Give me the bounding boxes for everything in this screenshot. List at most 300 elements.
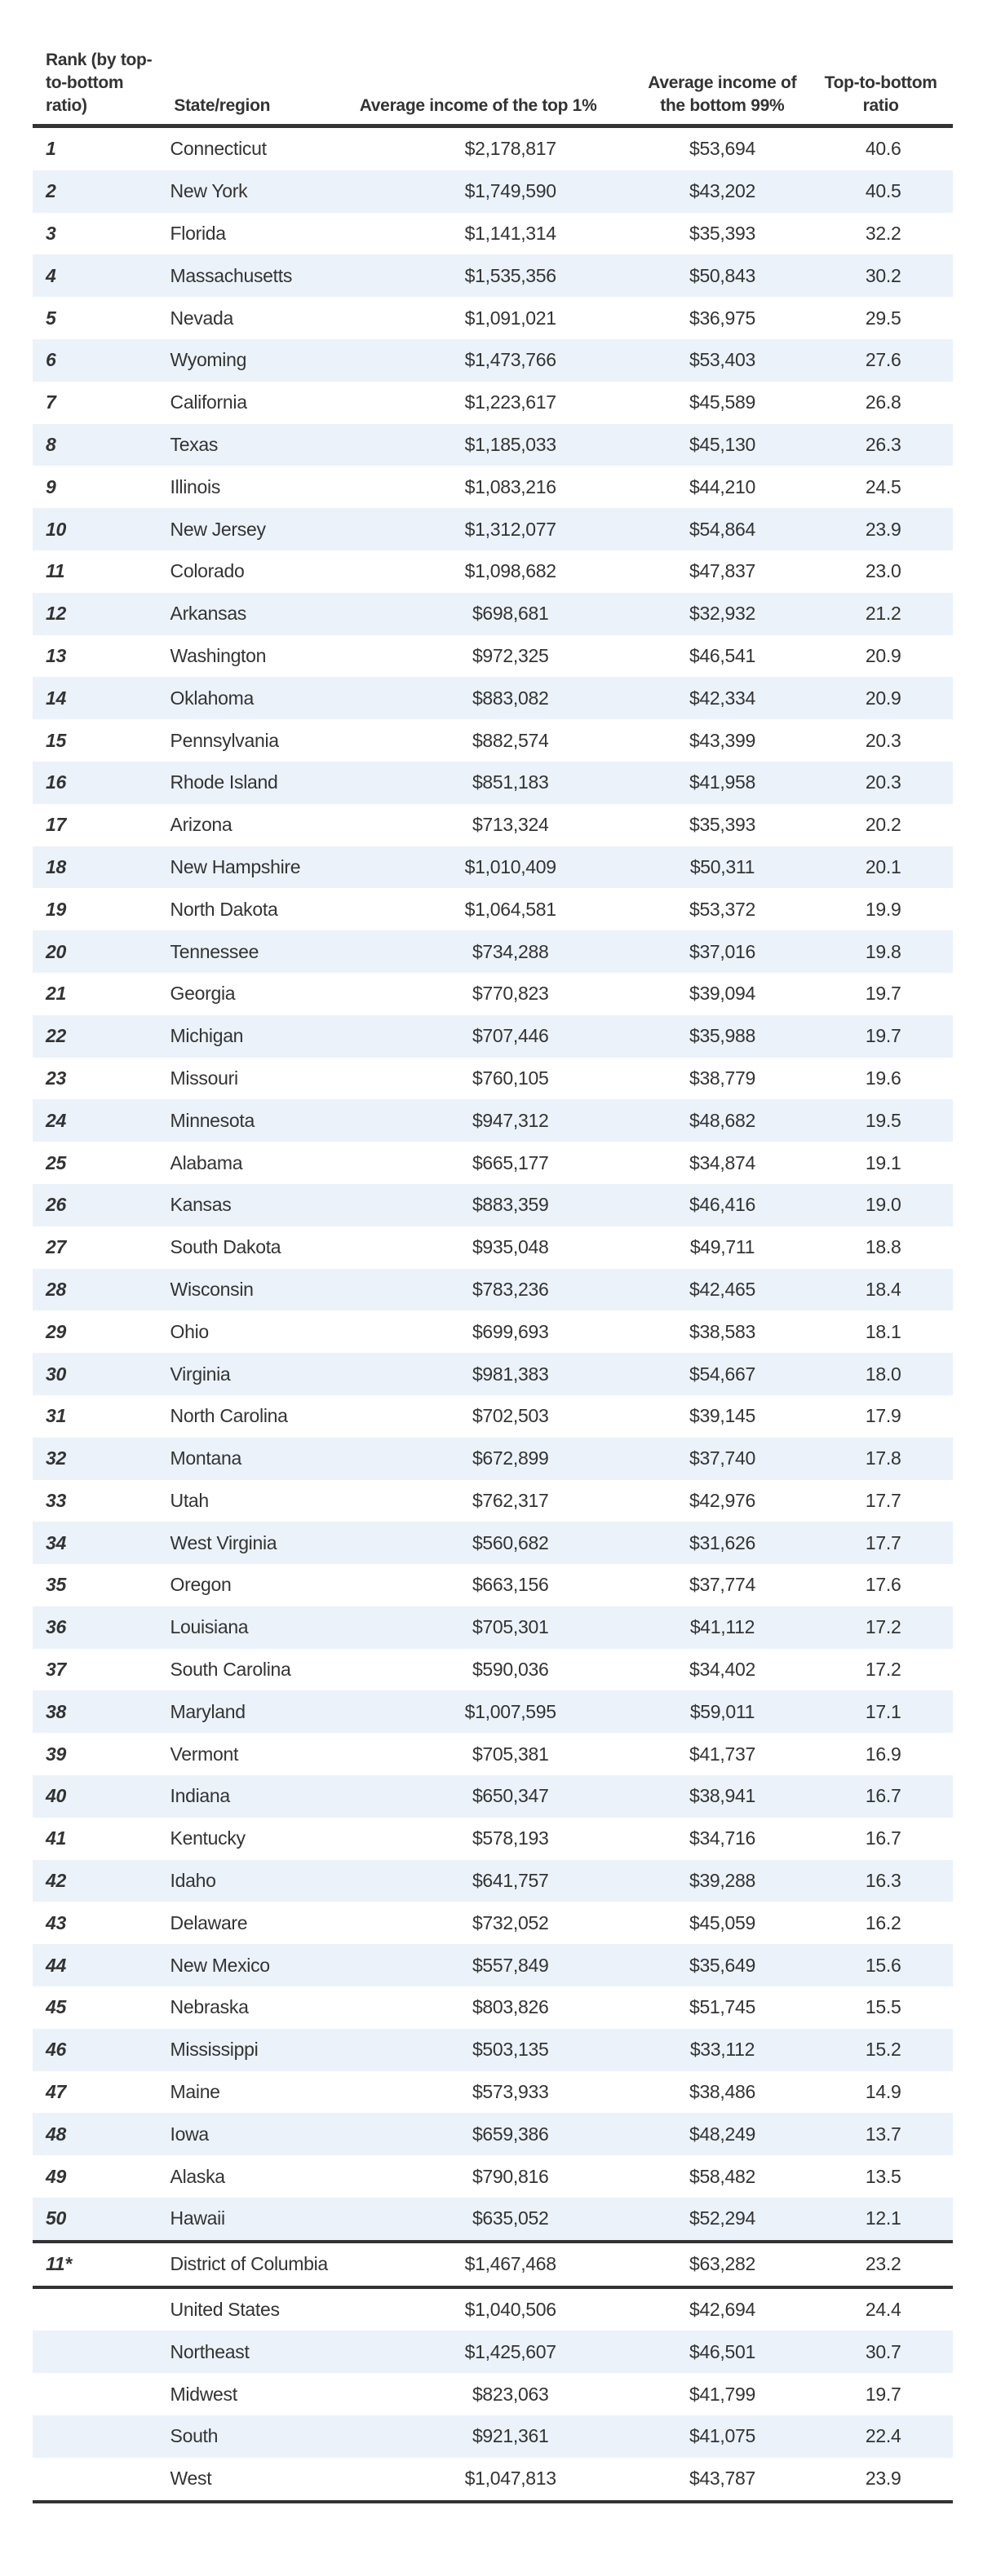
cell-state: Pennsylvania: [170, 729, 279, 751]
cell-ratio: 18.1: [865, 1320, 901, 1342]
cell-rank: 45: [46, 1996, 66, 2018]
cell-state: Alabama: [170, 1151, 243, 1173]
table-row: [33, 1184, 953, 1226]
cell-bottom99: $42,465: [689, 1278, 755, 1300]
cell-ratio: 32.2: [865, 222, 901, 244]
cell-state: District of Columbia: [170, 2253, 328, 2275]
table-row: [33, 1902, 953, 1944]
cell-bottom99: $53,372: [689, 898, 755, 920]
cell-bottom99: $45,589: [689, 391, 755, 413]
table-row: [33, 1310, 953, 1353]
cell-bottom99: $51,745: [689, 1996, 755, 2018]
cell-bottom99: $48,682: [689, 1109, 755, 1131]
cell-bottom99: $37,774: [689, 1574, 755, 1596]
cell-bottom99: $53,403: [689, 349, 755, 371]
table-row: [33, 1733, 953, 1775]
cell-ratio: 19.5: [865, 1109, 901, 1131]
cell-rank: 10: [46, 518, 66, 540]
cell-top1: $641,757: [472, 1870, 549, 1892]
table-row: [33, 1944, 953, 1986]
cell-state: Wisconsin: [170, 1278, 254, 1300]
cell-top1: $921,361: [472, 2425, 549, 2447]
cell-top1: $705,381: [472, 1743, 549, 1765]
cell-top1: $1,083,216: [464, 475, 556, 497]
cell-bottom99: $42,694: [689, 2299, 755, 2321]
table-row: [33, 1353, 953, 1395]
cell-bottom99: $42,976: [689, 1489, 755, 1511]
table-row: [33, 2415, 953, 2458]
cell-top1: $578,193: [472, 1827, 549, 1849]
cell-ratio: 29.5: [865, 307, 901, 329]
cell-ratio: 17.7: [865, 1531, 901, 1553]
cell-bottom99: $41,799: [689, 2383, 755, 2405]
table-row: [33, 930, 953, 973]
cell-rank: 2: [46, 180, 56, 202]
table-row: [33, 2373, 953, 2415]
cell-top1: $760,105: [472, 1067, 549, 1089]
cell-rank: 42: [46, 1870, 66, 1892]
cell-top1: $790,816: [472, 2165, 549, 2187]
table-row: [33, 1480, 953, 1522]
cell-state: Midwest: [170, 2383, 237, 2405]
cell-top1: $1,064,581: [464, 898, 556, 920]
cell-rank: 26: [46, 1194, 66, 1216]
cell-state: Maine: [170, 2081, 220, 2103]
cell-ratio: 23.2: [865, 2253, 901, 2275]
cell-bottom99: $34,402: [689, 1659, 755, 1681]
table-row: [33, 170, 953, 213]
cell-rank: 40: [46, 1785, 66, 1807]
cell-top1: $713,324: [472, 814, 549, 836]
cell-bottom99: $50,843: [689, 264, 755, 286]
cell-state: Kansas: [170, 1194, 232, 1216]
cell-rank: 24: [46, 1109, 66, 1131]
cell-state: Alaska: [170, 2165, 225, 2187]
cell-rank: 38: [46, 1700, 66, 1722]
cell-ratio: 19.6: [865, 1067, 901, 1089]
cell-state: California: [170, 391, 247, 413]
cell-rank: 5: [46, 307, 56, 329]
table-row: [33, 297, 953, 339]
cell-rank: 14: [46, 687, 66, 709]
cell-ratio: 17.2: [865, 1659, 901, 1681]
cell-ratio: 27.6: [865, 349, 901, 371]
cell-bottom99: $53,694: [689, 138, 755, 160]
cell-top1: $573,933: [472, 2081, 549, 2103]
cell-top1: $1,425,607: [464, 2340, 556, 2362]
cell-rank: 18: [46, 855, 66, 877]
cell-ratio: 23.9: [865, 2468, 901, 2490]
cell-bottom99: $52,294: [689, 2207, 755, 2229]
cell-ratio: 17.9: [865, 1405, 901, 1427]
dc-body: [33, 2243, 953, 2286]
cell-top1: $665,177: [472, 1151, 549, 1173]
cell-ratio: 40.6: [865, 138, 901, 160]
cell-top1: $705,301: [472, 1616, 549, 1638]
table-row: [33, 1564, 953, 1606]
cell-state: New Hampshire: [170, 855, 301, 877]
cell-state: United States: [170, 2299, 280, 2321]
cell-rank: 8: [46, 433, 56, 455]
cell-rank: 35: [46, 1574, 66, 1596]
cell-bottom99: $43,787: [689, 2468, 755, 2490]
header-ratio: Top-to-bottom ratio: [824, 73, 937, 115]
cell-rank: 4: [46, 264, 56, 286]
cell-top1: $1,535,356: [464, 264, 556, 286]
cell-ratio: 26.8: [865, 391, 901, 413]
table-row: [33, 2331, 953, 2373]
cell-bottom99: $41,075: [689, 2425, 755, 2447]
cell-rank: 31: [46, 1405, 66, 1427]
cell-bottom99: $36,975: [689, 307, 755, 329]
cell-state: West Virginia: [170, 1531, 277, 1553]
cell-bottom99: $59,011: [689, 1700, 755, 1722]
cell-top1: $1,185,033: [464, 433, 556, 455]
cell-ratio: 24.5: [865, 475, 901, 497]
cell-ratio: 16.9: [865, 1743, 901, 1765]
cell-state: Iowa: [170, 2123, 209, 2145]
cell-rank: 27: [46, 1236, 66, 1258]
cell-ratio: 30.2: [865, 264, 901, 286]
cell-rank: 33: [46, 1489, 66, 1511]
table-row: [33, 593, 953, 635]
table-row: [33, 1649, 953, 1691]
cell-top1: $734,288: [472, 940, 549, 962]
cell-rank: 12: [46, 603, 66, 625]
table-row: [33, 1099, 953, 1142]
table-row: [33, 2198, 953, 2240]
cell-rank: 1: [46, 138, 56, 160]
cell-ratio: 19.1: [865, 1151, 901, 1173]
cell-bottom99: $54,864: [689, 518, 755, 540]
cell-rank: 13: [46, 644, 66, 666]
cell-state: Florida: [170, 222, 226, 244]
cell-ratio: 15.6: [865, 1954, 901, 1976]
cell-rank: 36: [46, 1616, 66, 1638]
cell-ratio: 19.9: [865, 898, 901, 920]
cell-top1: $1,047,813: [464, 2468, 556, 2490]
table-row: [33, 762, 953, 804]
income-table: [33, 0, 953, 2503]
cell-bottom99: $34,716: [689, 1827, 755, 1849]
cell-rank: 17: [46, 814, 66, 836]
cell-state: Arizona: [170, 814, 232, 836]
cell-top1: $783,236: [472, 1278, 549, 1300]
cell-rank: 25: [46, 1151, 66, 1173]
cell-bottom99: $45,059: [689, 1911, 755, 1933]
cell-ratio: 20.3: [865, 771, 901, 793]
cell-state: South Dakota: [170, 1236, 281, 1258]
cell-state: Minnesota: [170, 1109, 255, 1131]
table-row: [33, 1606, 953, 1649]
table-row: [33, 213, 953, 255]
cell-top1: $698,681: [472, 603, 549, 625]
cell-rank: 21: [46, 983, 66, 1005]
cell-state: Oklahoma: [170, 687, 254, 709]
cell-state: Colorado: [170, 560, 245, 582]
cell-bottom99: $32,932: [689, 603, 755, 625]
table-row: [33, 2243, 953, 2286]
cell-rank: 29: [46, 1320, 66, 1342]
cell-top1: $947,312: [472, 1109, 549, 1131]
cell-ratio: 22.4: [865, 2425, 901, 2447]
cell-ratio: 21.2: [865, 603, 901, 625]
cell-state: Nevada: [170, 307, 234, 329]
cell-ratio: 17.7: [865, 1489, 901, 1511]
cell-state: Michigan: [170, 1025, 244, 1047]
cell-top1: $1,312,077: [464, 518, 556, 540]
cell-rank: 7: [46, 391, 56, 413]
cell-top1: $883,082: [472, 687, 549, 709]
cell-top1: $560,682: [472, 1531, 549, 1553]
cell-state: North Dakota: [170, 898, 278, 920]
cell-bottom99: $42,334: [689, 687, 755, 709]
cell-rank: 30: [46, 1363, 66, 1385]
cell-ratio: 15.2: [865, 2039, 901, 2061]
cell-rank: 28: [46, 1278, 66, 1300]
header-state: State/region: [174, 96, 271, 115]
cell-ratio: 20.2: [865, 814, 901, 836]
cell-top1: $770,823: [472, 983, 549, 1005]
cell-state: Massachusetts: [170, 264, 293, 286]
cell-rank: 9: [46, 475, 56, 497]
cell-rank: 43: [46, 1911, 66, 1933]
table-row: [33, 719, 953, 762]
cell-state: Louisiana: [170, 1616, 249, 1638]
table-row: [33, 424, 953, 466]
cell-bottom99: $44,210: [689, 475, 755, 497]
table-row: [33, 846, 953, 889]
cell-top1: $851,183: [472, 771, 549, 793]
cell-bottom99: $35,988: [689, 1025, 755, 1047]
table-row: [33, 128, 953, 170]
cell-ratio: 40.5: [865, 180, 901, 202]
cell-ratio: 19.7: [865, 1025, 901, 1047]
cell-state: Arkansas: [170, 603, 247, 625]
table-row: [33, 2155, 953, 2198]
table-row: [33, 973, 953, 1015]
cell-state: South: [170, 2425, 219, 2447]
cell-rank: 11: [46, 560, 65, 582]
cell-ratio: 19.8: [865, 940, 901, 962]
cell-state: New Mexico: [170, 1954, 270, 1976]
cell-state: Oregon: [170, 1574, 232, 1596]
cell-bottom99: $50,311: [689, 855, 755, 877]
table-row: [33, 1269, 953, 1311]
cell-bottom99: $35,393: [689, 222, 755, 244]
cell-state: Virginia: [170, 1363, 231, 1385]
cell-ratio: 23.0: [865, 560, 901, 582]
cell-ratio: 17.6: [865, 1574, 901, 1596]
cell-ratio: 19.0: [865, 1194, 901, 1216]
cell-top1: $981,383: [472, 1363, 549, 1385]
table-row: [33, 1226, 953, 1269]
cell-bottom99: $46,501: [689, 2340, 755, 2362]
cell-ratio: 18.8: [865, 1236, 901, 1258]
table-row: [33, 1860, 953, 1902]
cell-rank: 23: [46, 1067, 66, 1089]
cell-state: Ohio: [170, 1320, 209, 1342]
cell-state: New York: [170, 180, 248, 202]
table-row: [33, 550, 953, 593]
table-row: [33, 2289, 953, 2331]
cell-state: Utah: [170, 1489, 209, 1511]
cell-state: Illinois: [170, 475, 221, 497]
cell-ratio: 16.3: [865, 1870, 901, 1892]
cell-state: West: [170, 2468, 212, 2490]
cell-bottom99: $39,288: [689, 1870, 755, 1892]
cell-top1: $659,386: [472, 2123, 549, 2145]
cell-rank: 34: [46, 1531, 66, 1553]
table-row: [33, 254, 953, 297]
cell-ratio: 23.9: [865, 518, 901, 540]
cell-ratio: 20.1: [865, 855, 901, 877]
cell-state: Nebraska: [170, 1996, 249, 2018]
table-row: [33, 508, 953, 550]
table-row: [33, 1690, 953, 1733]
cell-top1: $935,048: [472, 1236, 549, 1258]
cell-top1: $707,446: [472, 1025, 549, 1047]
cell-top1: $882,574: [472, 729, 549, 751]
cell-bottom99: $31,626: [689, 1531, 755, 1553]
cell-top1: $972,325: [472, 644, 549, 666]
cell-top1: $1,467,468: [464, 2253, 556, 2275]
cell-bottom99: $38,486: [689, 2081, 755, 2103]
table-row: [33, 1142, 953, 1184]
table-row: [33, 2071, 953, 2114]
cell-top1: $1,223,617: [464, 391, 556, 413]
cell-rank: 48: [46, 2123, 66, 2145]
cell-ratio: 12.1: [865, 2207, 901, 2229]
cell-state: Vermont: [170, 1743, 239, 1765]
cell-state: Montana: [170, 1447, 241, 1469]
cell-bottom99: $46,416: [689, 1194, 755, 1216]
header-rank: Rank (by top-to-bottom ratio): [46, 51, 153, 115]
cell-top1: $650,347: [472, 1785, 549, 1807]
cell-top1: $702,503: [472, 1405, 549, 1427]
cell-bottom99: $35,649: [689, 1954, 755, 1976]
cell-rank: 44: [46, 1954, 66, 1976]
table-row: [33, 677, 953, 719]
cell-top1: $672,899: [472, 1447, 549, 1469]
cell-bottom99: $38,779: [689, 1067, 755, 1089]
cell-rank: 22: [46, 1025, 66, 1047]
cell-state: Mississippi: [170, 2039, 259, 2061]
cell-top1: $883,359: [472, 1194, 549, 1216]
cell-state: Kentucky: [170, 1827, 246, 1849]
cell-state: Texas: [170, 433, 219, 455]
cell-state: Missouri: [170, 1067, 238, 1089]
cell-rank: 47: [46, 2081, 66, 2103]
cell-bottom99: $37,016: [689, 940, 755, 962]
cell-top1: $2,178,817: [464, 138, 556, 160]
table-row: [33, 1395, 953, 1438]
cell-bottom99: $37,740: [689, 1447, 755, 1469]
cell-ratio: 13.7: [865, 2123, 901, 2145]
cell-ratio: 14.9: [865, 2081, 901, 2103]
cell-bottom99: $43,202: [689, 180, 755, 202]
regions-body: [33, 2289, 953, 2500]
cell-ratio: 18.4: [865, 1278, 901, 1300]
cell-state: Indiana: [170, 1785, 230, 1807]
cell-rank: 16: [46, 771, 66, 793]
cell-ratio: 15.5: [865, 1996, 901, 2018]
cell-rank: 39: [46, 1743, 66, 1765]
table-row: [33, 888, 953, 930]
cell-bottom99: $54,667: [689, 1363, 755, 1385]
cell-bottom99: $43,399: [689, 729, 755, 751]
cell-ratio: 19.7: [865, 983, 901, 1005]
cell-rank: 20: [46, 940, 66, 962]
table-row: [33, 2029, 953, 2071]
table-row: [33, 1015, 953, 1058]
table-header: [33, 0, 953, 128]
table-row: [33, 804, 953, 846]
cell-top1: $1,098,682: [464, 560, 556, 582]
cell-state: Wyoming: [170, 349, 247, 371]
table-row: [33, 1986, 953, 2029]
cell-bottom99: $33,112: [689, 2039, 755, 2061]
cell-top1: $699,693: [472, 1320, 549, 1342]
cell-state: South Carolina: [170, 1659, 291, 1681]
cell-top1: $803,826: [472, 1996, 549, 2018]
cell-rank: 46: [46, 2039, 66, 2061]
cell-rank: 19: [46, 898, 66, 920]
cell-rank: 41: [46, 1827, 66, 1849]
table-row: [33, 1438, 953, 1480]
cell-state: Washington: [170, 644, 267, 666]
cell-rank: 6: [46, 349, 56, 371]
cell-top1: $1,749,590: [464, 180, 556, 202]
header-bottom99: Average income of the bottom 99%: [648, 73, 797, 115]
cell-bottom99: $41,958: [689, 771, 755, 793]
cell-ratio: 19.7: [865, 2383, 901, 2405]
cell-bottom99: $49,711: [689, 1236, 755, 1258]
table-row: [33, 339, 953, 382]
cell-ratio: 20.3: [865, 729, 901, 751]
cell-bottom99: $39,145: [689, 1405, 755, 1427]
cell-state: Rhode Island: [170, 771, 278, 793]
table-row: [33, 466, 953, 508]
table-row: [33, 1058, 953, 1100]
cell-bottom99: $58,482: [689, 2165, 755, 2187]
table-row: [33, 1775, 953, 1818]
table-row: [33, 2458, 953, 2500]
cell-bottom99: $38,941: [689, 1785, 755, 1807]
cell-rank: 50: [46, 2207, 66, 2229]
cell-ratio: 16.7: [865, 1785, 901, 1807]
cell-top1: $1,007,595: [464, 1700, 556, 1722]
divider: [33, 2500, 953, 2503]
cell-ratio: 17.2: [865, 1616, 901, 1638]
cell-bottom99: $41,737: [689, 1743, 755, 1765]
cell-state: Idaho: [170, 1870, 216, 1892]
cell-ratio: 26.3: [865, 433, 901, 455]
cell-bottom99: $48,249: [689, 2123, 755, 2145]
cell-bottom99: $47,837: [689, 560, 755, 582]
cell-rank: 37: [46, 1659, 66, 1681]
cell-state: Georgia: [170, 983, 236, 1005]
cell-ratio: 24.4: [865, 2299, 901, 2321]
table-row: [33, 382, 953, 424]
cell-rank: 3: [46, 222, 56, 244]
cell-bottom99: $46,541: [689, 644, 755, 666]
cell-bottom99: $35,393: [689, 814, 755, 836]
cell-ratio: 18.0: [865, 1363, 901, 1385]
cell-bottom99: $34,874: [689, 1151, 755, 1173]
cell-rank: 49: [46, 2165, 66, 2187]
cell-top1: $590,036: [472, 1659, 549, 1681]
